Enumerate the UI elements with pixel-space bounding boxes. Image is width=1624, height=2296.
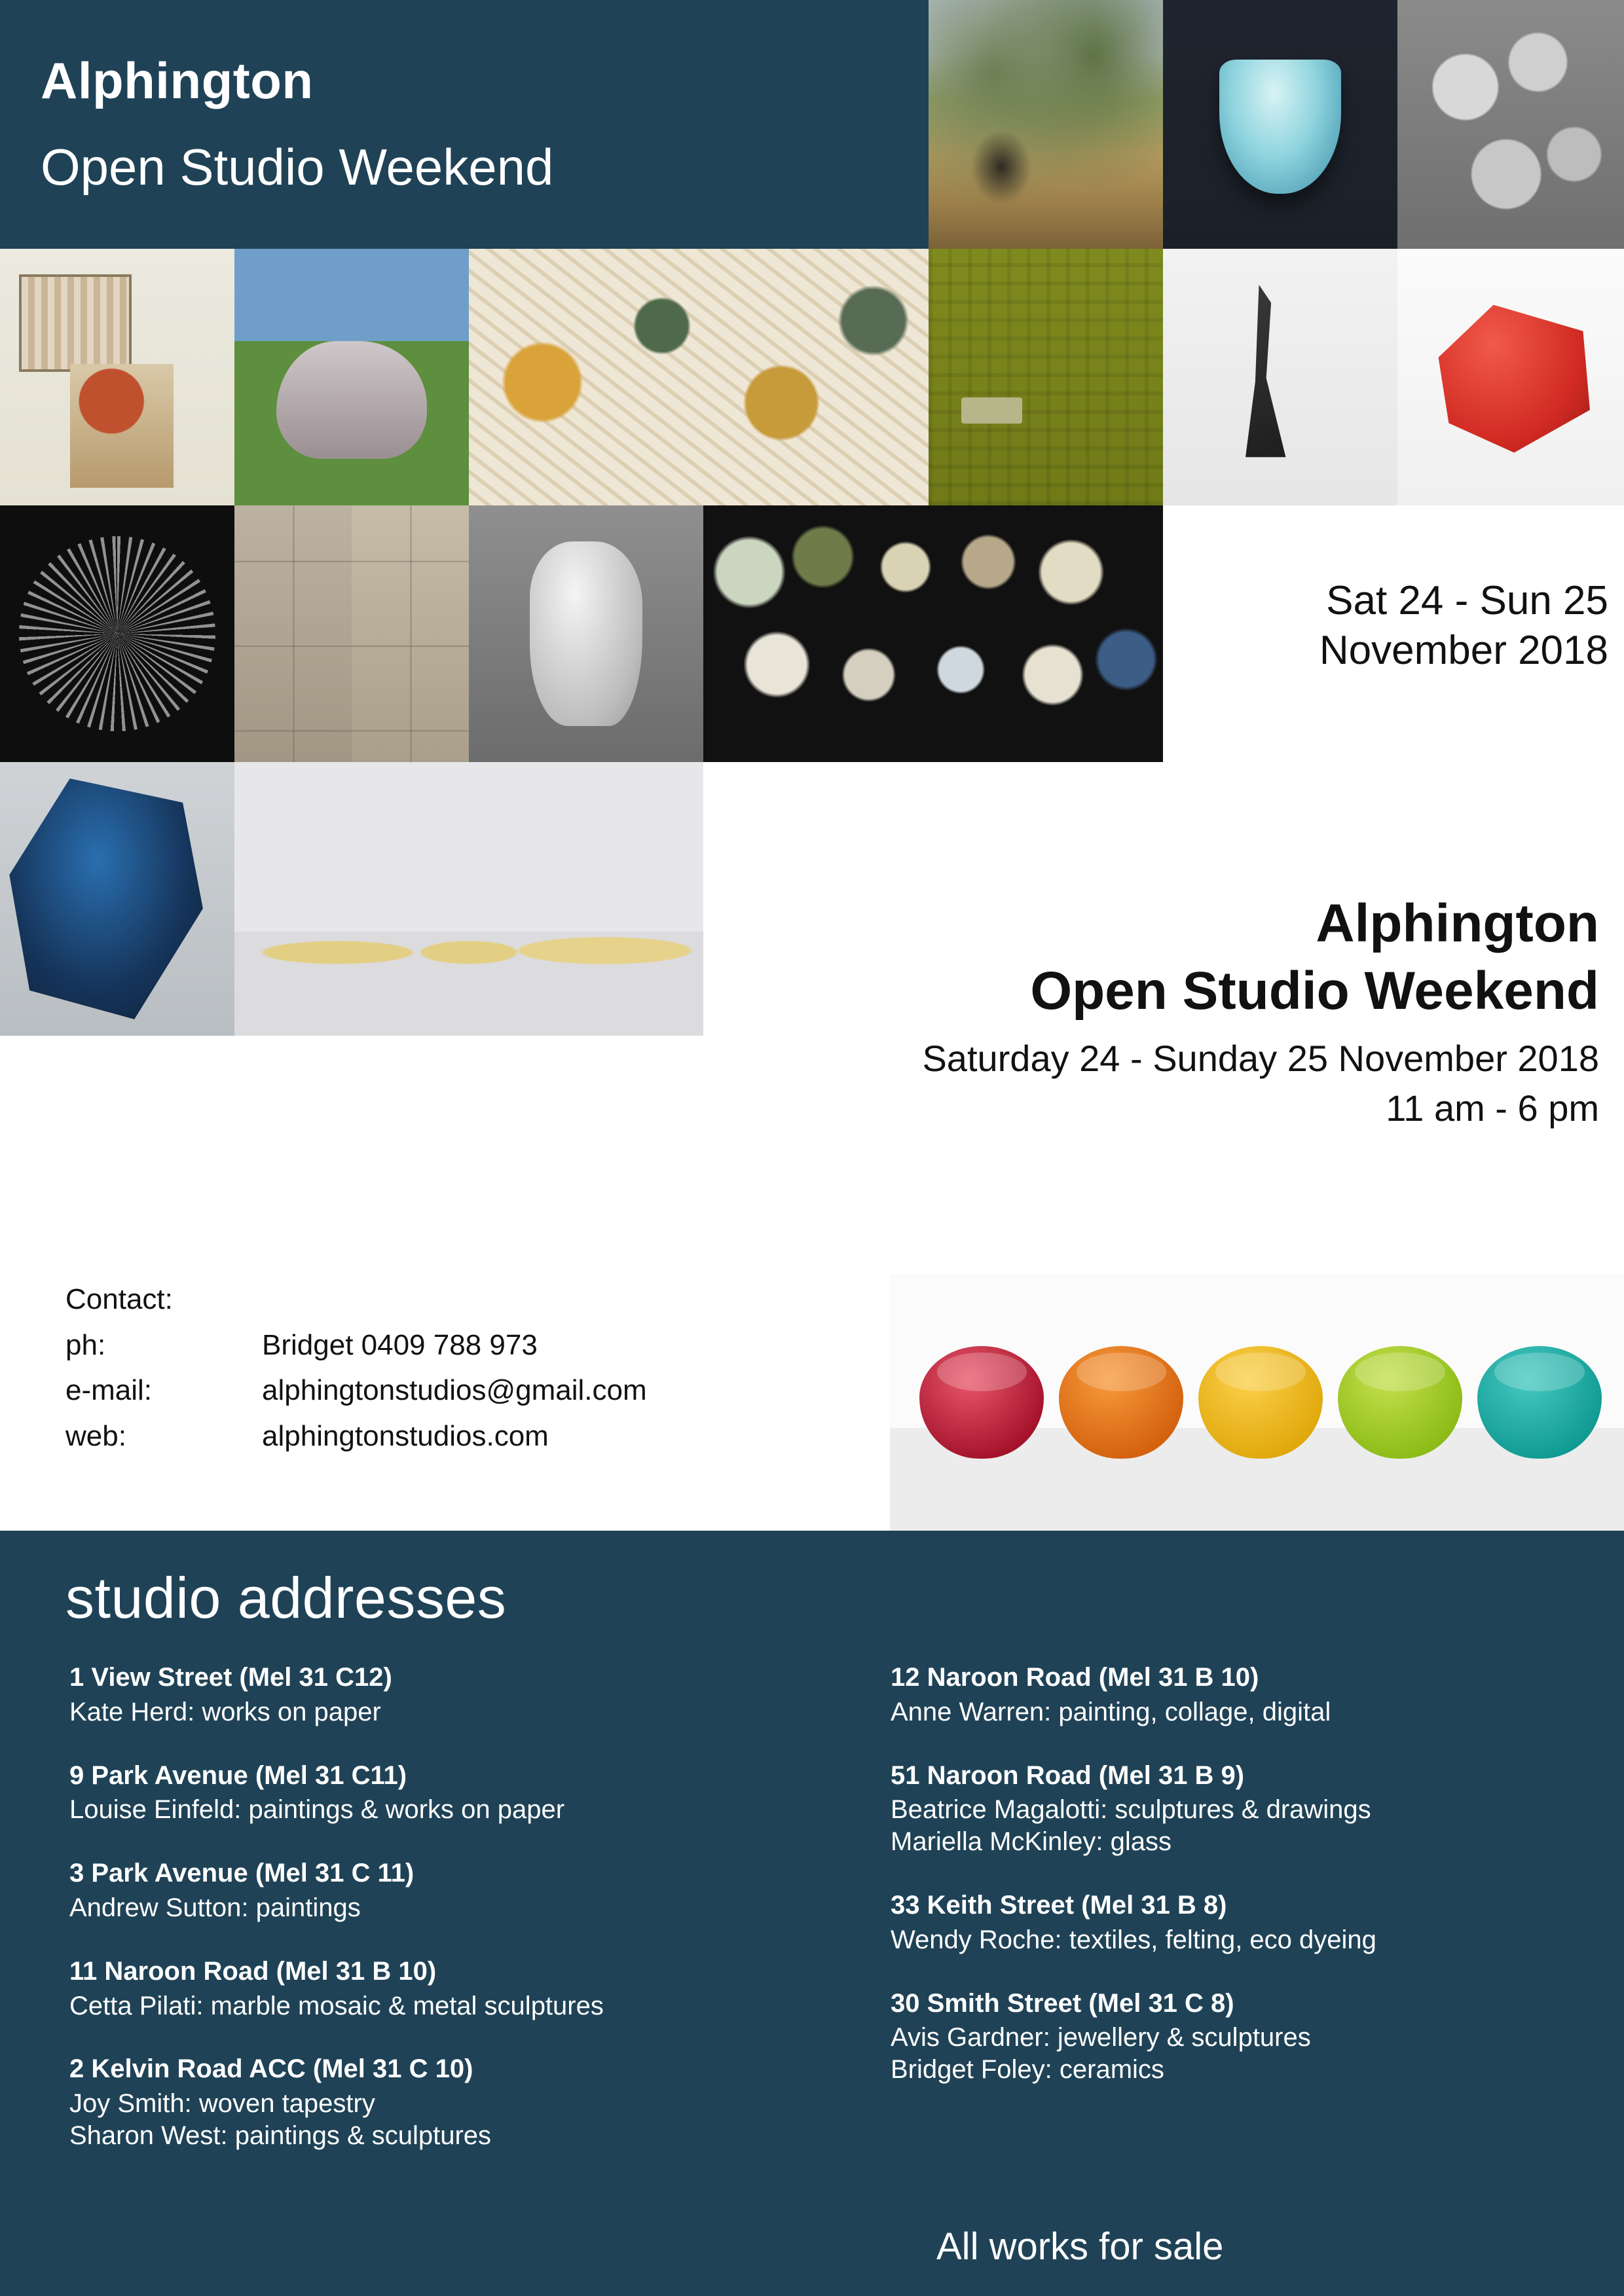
studio-address: 1 View Street (Mel 31 C12) (69, 1663, 392, 1692)
bowl-orange (1059, 1346, 1184, 1459)
contact-phone-value: Bridget 0409 788 973 (262, 1328, 538, 1361)
studio-addresses-heading: studio addresses (65, 1565, 507, 1630)
image-abstract-painting-grid (234, 505, 469, 762)
all-works-for-sale: All works for sale (936, 2225, 1224, 2268)
image-leaf-drawing-bw (1397, 0, 1624, 249)
banner-title: Alphington (41, 52, 314, 109)
contact-email-value[interactable]: alphingtonstudios@gmail.com (262, 1374, 647, 1407)
image-blue-felt-mask (0, 762, 234, 1036)
main-dates: Saturday 24 - Sunday 25 November 2018 (922, 1038, 1599, 1079)
contact-email-label: e-mail: (65, 1374, 153, 1407)
contact-block (65, 1277, 647, 1459)
studio-person: Bridget Foley: ceramics (891, 2055, 1164, 2085)
studio-address: 12 Naroon Road (Mel 31 B 10) (891, 1663, 1259, 1692)
studio-address: 51 Naroon Road (Mel 31 B 9) (891, 1760, 1245, 1790)
image-green-panel-artwork (929, 249, 1163, 505)
studio-person: Beatrice Magalotti: sculptures & drawings (891, 1795, 1371, 1825)
studio-entry (891, 1988, 1611, 2086)
studio-person: Louise Einfeld: paintings & works on paper (69, 1795, 565, 1825)
studio-entry (69, 1956, 855, 2022)
contact-email-row (65, 1368, 647, 1413)
studio-entry (69, 1857, 855, 1924)
studio-addresses-panel (0, 1531, 1624, 2296)
studio-person: Cetta Pilati: marble mosaic & metal sculptures (69, 1991, 604, 2020)
date-summary (1032, 576, 1608, 675)
image-landscape-painting (929, 0, 1163, 249)
main-title-line1: Alphington (1316, 894, 1599, 953)
bowl-yellow (1198, 1346, 1323, 1459)
contact-heading: Contact: (65, 1283, 173, 1315)
studio-address: 3 Park Avenue (Mel 31 C 11) (69, 1859, 415, 1888)
image-mixed-media-assemblage (0, 249, 234, 505)
image-bronze-bird-sculpture (1163, 249, 1397, 505)
studio-address: 30 Smith Street (Mel 31 C 8) (891, 1988, 1234, 2018)
studio-person: Sharon West: paintings & sculptures (69, 2121, 492, 2150)
studio-address: 9 Park Avenue (Mel 31 C11) (69, 1760, 407, 1790)
contact-web-row (65, 1413, 647, 1459)
image-coloured-glass-bowls (890, 1274, 1624, 1531)
top-banner (0, 0, 929, 249)
studio-address: 33 Keith Street (Mel 31 B 8) (891, 1890, 1227, 1920)
image-cast-hand-sculpture (469, 505, 703, 762)
studio-address: 2 Kelvin Road ACC (Mel 31 C 10) (69, 2054, 473, 2084)
studio-entry (69, 2053, 855, 2151)
studio-person: Anne Warren: painting, collage, digital (891, 1697, 1331, 1726)
studio-address: 11 Naroon Road (Mel 31 B 10) (69, 1956, 437, 1986)
bowl-green (1338, 1346, 1463, 1459)
studio-entry (69, 1662, 855, 1728)
contact-heading-row (65, 1277, 647, 1322)
studio-entry (891, 1760, 1611, 1858)
image-red-felt-vessel (1397, 249, 1624, 505)
studio-person: Andrew Sutton: paintings (69, 1893, 361, 1922)
studio-person: Wendy Roche: textiles, felting, eco dyeing (891, 1925, 1376, 1954)
image-wire-nest-sculpture (0, 505, 234, 762)
main-title-block (617, 890, 1599, 1133)
studio-address-column-right (891, 1662, 1611, 2117)
image-blue-ceramic-bowl (1163, 0, 1397, 249)
date-summary-line1: Sat 24 - Sun 25 (1326, 578, 1608, 623)
studio-person: Mariella McKinley: glass (891, 1827, 1172, 1857)
studio-person: Avis Gardner: jewellery & sculptures (891, 2023, 1311, 2052)
studio-entry (891, 1889, 1611, 1956)
contact-phone-row (65, 1322, 647, 1368)
bowl-red (919, 1346, 1044, 1459)
main-title-line2: Open Studio Weekend (1030, 960, 1599, 1021)
date-summary-line2: November 2018 (1319, 627, 1608, 673)
contact-phone-label: ph: (65, 1328, 106, 1361)
studio-person: Joy Smith: woven tapestry (69, 2089, 375, 2119)
bowl-teal (1477, 1346, 1602, 1459)
contact-web-label: web: (65, 1419, 126, 1452)
studio-entry (69, 1760, 855, 1827)
studio-entry (891, 1662, 1611, 1728)
image-tapestry-horse (234, 249, 469, 505)
main-hours: 11 am - 6 pm (1386, 1087, 1599, 1129)
image-marble-mosaic (469, 249, 929, 505)
studio-address-column-left (69, 1662, 855, 2183)
contact-web-value[interactable]: alphingtonstudios.com (262, 1419, 549, 1452)
banner-subtitle: Open Studio Weekend (41, 138, 554, 196)
studio-person: Kate Herd: works on paper (69, 1697, 381, 1726)
